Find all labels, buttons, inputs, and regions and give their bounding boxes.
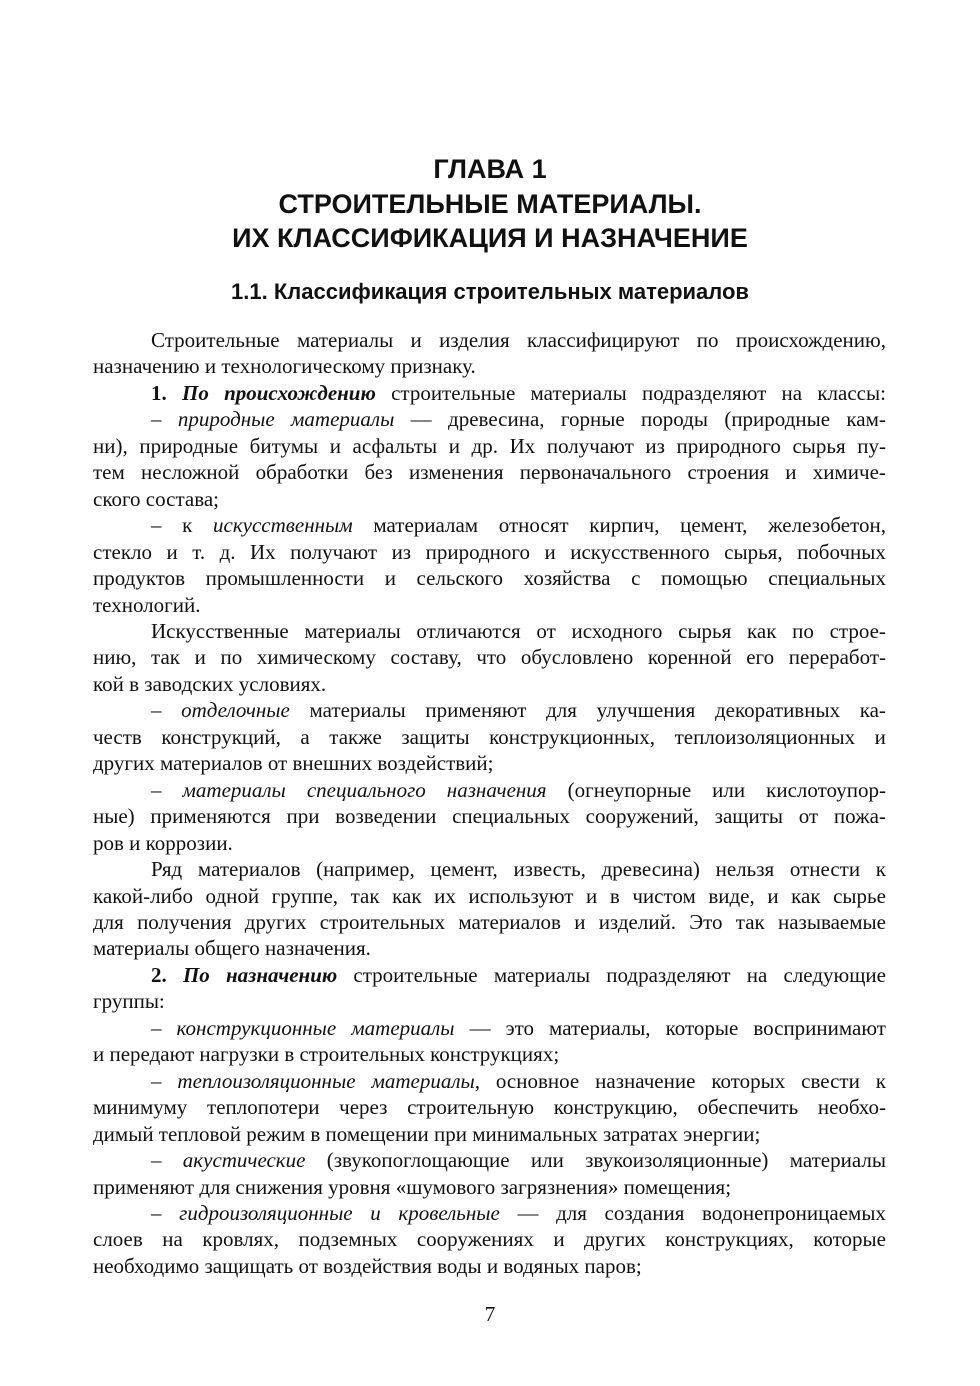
body-text [93,327,886,1279]
word: (природные [724,407,831,432]
word: к [875,857,886,882]
word: и [166,539,178,564]
word: цемент, [680,513,748,538]
text-run: назначению и технологическому признаку. [93,354,476,379]
word: строения [687,460,769,485]
word: д. [219,539,236,564]
word: нию, [93,645,137,670]
word: теплоизоляционных [674,724,856,749]
word: к [182,513,193,538]
word: по [792,618,814,643]
word: для [556,1200,587,1225]
text-line [93,1015,886,1041]
word: теплоизоляционные [177,1068,356,1093]
word: и [767,883,779,908]
text-line [93,486,886,512]
text-run: группы: [93,989,165,1014]
word: строе- [829,618,886,643]
word: основное [495,1068,580,1093]
word: строительные [391,380,516,405]
word: Искусственные [151,618,289,643]
word: от [536,618,556,643]
text-run: ского состава; [93,486,220,511]
section-title: 1.1. Классификация строительных материалов [231,279,749,304]
word: (например, [316,857,415,882]
text-line [93,406,886,432]
text-line [93,592,886,618]
word: отнести [789,857,861,882]
text-line [93,1121,886,1147]
word: 2. [151,962,167,987]
text-run: кой в заводских условиях. [93,671,327,696]
word: честв [93,724,142,749]
text-line [93,1068,886,1094]
word: материалов [458,909,561,934]
text-run: других материалов от внешних воздействий; [93,751,494,776]
word: и [544,539,556,564]
word: при [286,804,320,829]
word: составу, [390,645,462,670]
word: пожа- [833,804,886,829]
word: гидроизоляционные [179,1200,353,1225]
word: и [574,909,586,934]
word: которые [813,1227,886,1252]
text-line [93,724,886,750]
word: так [350,883,380,908]
word: как [747,618,777,643]
word: которых [711,1068,786,1093]
word: древесина) [601,857,700,882]
word: породы [641,407,708,432]
word: а [300,724,310,749]
word: также [329,724,382,749]
word: строительные [353,962,478,987]
word: одной [205,883,260,908]
word: классы: [817,380,886,405]
word: ные) [93,804,135,829]
word: промышленности [205,566,365,591]
text-line [93,909,886,935]
word: кирпич, [589,513,660,538]
text-run: и передают нагрузки в строительных конструкциях; [93,1042,560,1067]
word: сырье [833,883,886,908]
word: подземных [298,1227,398,1252]
word: Их [250,539,276,564]
word: следующие [783,962,886,987]
word: кам- [846,407,886,432]
word: кислотоупор- [766,777,886,802]
word: – [151,777,162,802]
word: звукоизоляционные) [585,1148,769,1173]
word: называемые [778,909,886,934]
text-line [93,433,886,459]
chapter-number: ГЛАВА 1 [433,154,547,184]
word: декоративных [714,698,841,723]
text-line [93,1041,886,1067]
word: применяются [150,804,271,829]
word: пу- [857,433,886,458]
text-line [93,1200,886,1226]
word: чистом [632,883,696,908]
word: специального [306,777,426,802]
word: подразделяют [606,962,731,987]
word: природные [139,433,239,458]
word: химическому [256,645,376,670]
word: битумы [249,433,319,458]
word: и [448,433,460,458]
word: конструкционных, [489,724,656,749]
word: исходного [571,618,663,643]
word: возведении [335,804,437,829]
word: т. [192,539,206,564]
word: продуктов [93,566,186,591]
word: сырья, [724,539,783,564]
word: материалы [351,1015,455,1040]
word: кровельные [398,1200,500,1225]
word: которые [665,1015,739,1040]
text-run: ров и коррозии. [93,830,233,855]
word: Ряд [151,857,183,882]
word: через [339,1095,388,1120]
word: специальных [452,804,570,829]
word: переработ- [788,645,886,670]
word: сырья [678,618,732,643]
text-line [93,353,886,379]
word: обеспечить [697,1095,799,1120]
text-line [93,988,886,1014]
text-line [93,750,886,776]
word: получают [290,539,378,564]
word: ни), [93,433,128,458]
word: материалам [373,513,479,538]
word: улучшения [596,698,696,723]
word: строительную [407,1095,535,1120]
word: подразделяют [642,380,767,405]
word: слоев [93,1227,143,1252]
word: побочных [797,539,886,564]
page-number: 7 [484,1302,496,1326]
word: используют [468,883,574,908]
word: материалы [296,328,394,352]
word: конструкционные [176,1015,337,1040]
word: назначение [595,1068,696,1093]
word: материалы [304,618,401,643]
word: или [712,777,746,802]
word: и [329,433,341,458]
word: и [874,724,886,749]
word: материалы [530,380,627,405]
word: сырья [792,433,846,458]
word: происхождению, [735,328,886,352]
word: материалы [291,407,395,432]
word: отделочные [181,698,290,723]
word: и [785,460,797,485]
word: Их [509,433,536,458]
word: классифицируют [526,328,680,352]
word: материалы [309,698,406,723]
text-run: технологий. [93,592,201,617]
word: других [584,1227,646,1252]
word: – [151,1015,162,1040]
word: их [434,883,456,908]
word: назначению [225,962,338,987]
word: и [410,328,422,352]
word: конструкцию, [553,1095,678,1120]
text-line [93,671,886,697]
text-line [93,1174,886,1200]
word: виде, [708,883,755,908]
word: коренной [647,645,732,670]
word: теплопотери [207,1095,320,1120]
word: на [162,1227,183,1252]
word: (огнеупорные [567,777,692,802]
text-run: димый тепловой режим в помещении при минимальных затратах энергии; [93,1121,761,1146]
word: – [151,1148,162,1173]
word: — [469,1015,491,1040]
text-line [93,1147,886,1173]
word: сооружений, [585,804,699,829]
word: или [530,1148,564,1173]
word: и [553,1227,565,1252]
word: — [410,407,432,432]
text-line [93,803,886,829]
word: по [220,645,243,670]
word: так [735,909,765,934]
word: как [392,883,422,908]
word: и [384,566,396,591]
word: известь, [513,857,586,882]
word: материалы [182,777,286,802]
word: для [93,909,124,934]
word: его [746,645,775,670]
word: — [517,1200,539,1225]
word: искусственного [570,539,710,564]
word: химиче- [812,460,886,485]
word: происхождению [224,380,376,405]
word: железобетон, [768,513,886,538]
text-line [93,883,886,909]
word: материалов [197,857,301,882]
word: материалы, [371,1068,480,1093]
word: сооружениях [416,1227,534,1252]
word: это [505,1015,535,1040]
word: и [370,1200,381,1225]
word: природного [676,433,781,458]
word: материалы [789,1148,886,1173]
word: как [791,883,821,908]
text-line [93,380,886,406]
text-line [93,1094,886,1120]
text-line [93,777,886,803]
word: к [875,1068,886,1093]
word: нельзя [715,857,775,882]
word: обработки [255,460,349,485]
word: – [151,513,162,538]
word: отличаются [416,618,521,643]
word: создания [604,1200,685,1225]
word: строительных [319,909,446,934]
word: так [151,645,180,670]
word: природного [425,539,530,564]
word: получения [137,909,232,934]
word: материалы, [549,1015,651,1040]
word: изделий. [598,909,677,934]
word: назначения [446,777,547,802]
word: на [746,962,768,987]
word: группе, [271,883,339,908]
word: несложной [141,460,240,485]
word: водонепроницаемых [702,1200,886,1225]
chapter-title-line-1: СТРОИТЕЛЬНЫЕ МАТЕРИАЛЫ. [278,189,702,219]
text-line [93,856,886,882]
word: стекло [93,539,153,564]
word: асфальты [352,433,438,458]
text-run: материалы общего назначения. [93,936,371,961]
text-line [93,618,886,644]
word: природные [177,407,275,432]
word: необхо- [817,1095,886,1120]
word: получают [546,433,634,458]
word: конструкций, [161,724,281,749]
word: сельского [416,566,504,591]
text-line [93,1226,886,1252]
word: какой-либо [93,883,193,908]
word: защиты [401,724,470,749]
word: с [631,566,641,591]
word: материалы [493,962,591,987]
word: обусловлено [520,645,634,670]
word: воспринимают [753,1015,886,1040]
word: для [546,698,577,723]
text-line [93,962,886,988]
word: других [244,909,307,934]
text-run: необходимо защищать от воздействия воды и водяных паров; [93,1253,642,1278]
text-line [93,512,886,538]
word: – [151,1068,162,1093]
text-line [93,565,886,591]
word: что [476,645,507,670]
word: на [781,380,803,405]
word: др. [471,433,498,458]
text-line [93,459,886,485]
word: свести [801,1068,860,1093]
word: без [364,460,393,485]
word: в [609,883,620,908]
word: минимуму [93,1095,188,1120]
word: древесина, [448,407,545,432]
chapter-title-line-2: ИХ КЛАССИФИКАЦИЯ И НАЗНАЧЕНИЕ [232,223,748,253]
word: помощью [661,566,748,591]
text-line [93,830,886,856]
word: Это [689,909,723,934]
text-line [93,539,886,565]
word: По [182,962,210,987]
word: и [586,883,598,908]
word: горные [560,407,625,432]
text-line [93,327,886,353]
word: Строительные [151,328,280,352]
word: тем [93,460,125,485]
word: кровлях, [202,1227,280,1252]
word: хозяйства [523,566,611,591]
text-line [93,1253,886,1279]
word: цемент, [430,857,498,882]
word: 1. [151,380,167,405]
word: применяют [425,698,527,723]
text-line [93,935,886,961]
word: акустические [182,1148,306,1173]
word: из [391,539,412,564]
word: – [151,698,162,723]
text-line [93,644,886,670]
word: изменения [408,460,504,485]
word: защиты [714,804,783,829]
word: – [151,1200,162,1225]
word: первоначального [519,460,672,485]
word: из [645,433,665,458]
word: относят [498,513,569,538]
text-run: применяют для снижения уровня «шумового загрязнения» помещения; [93,1174,732,1199]
word: По [181,380,209,405]
word: конструкциях, [665,1227,794,1252]
word: искусственным [213,513,353,538]
word: ка- [859,698,886,723]
word: – [151,407,162,432]
word: специальных [768,566,886,591]
text-line [93,697,886,723]
word: и [194,645,206,670]
word: от [798,804,819,829]
word: изделия [439,328,510,352]
word: по [696,328,719,352]
word: (звукопоглощающие [326,1148,510,1173]
